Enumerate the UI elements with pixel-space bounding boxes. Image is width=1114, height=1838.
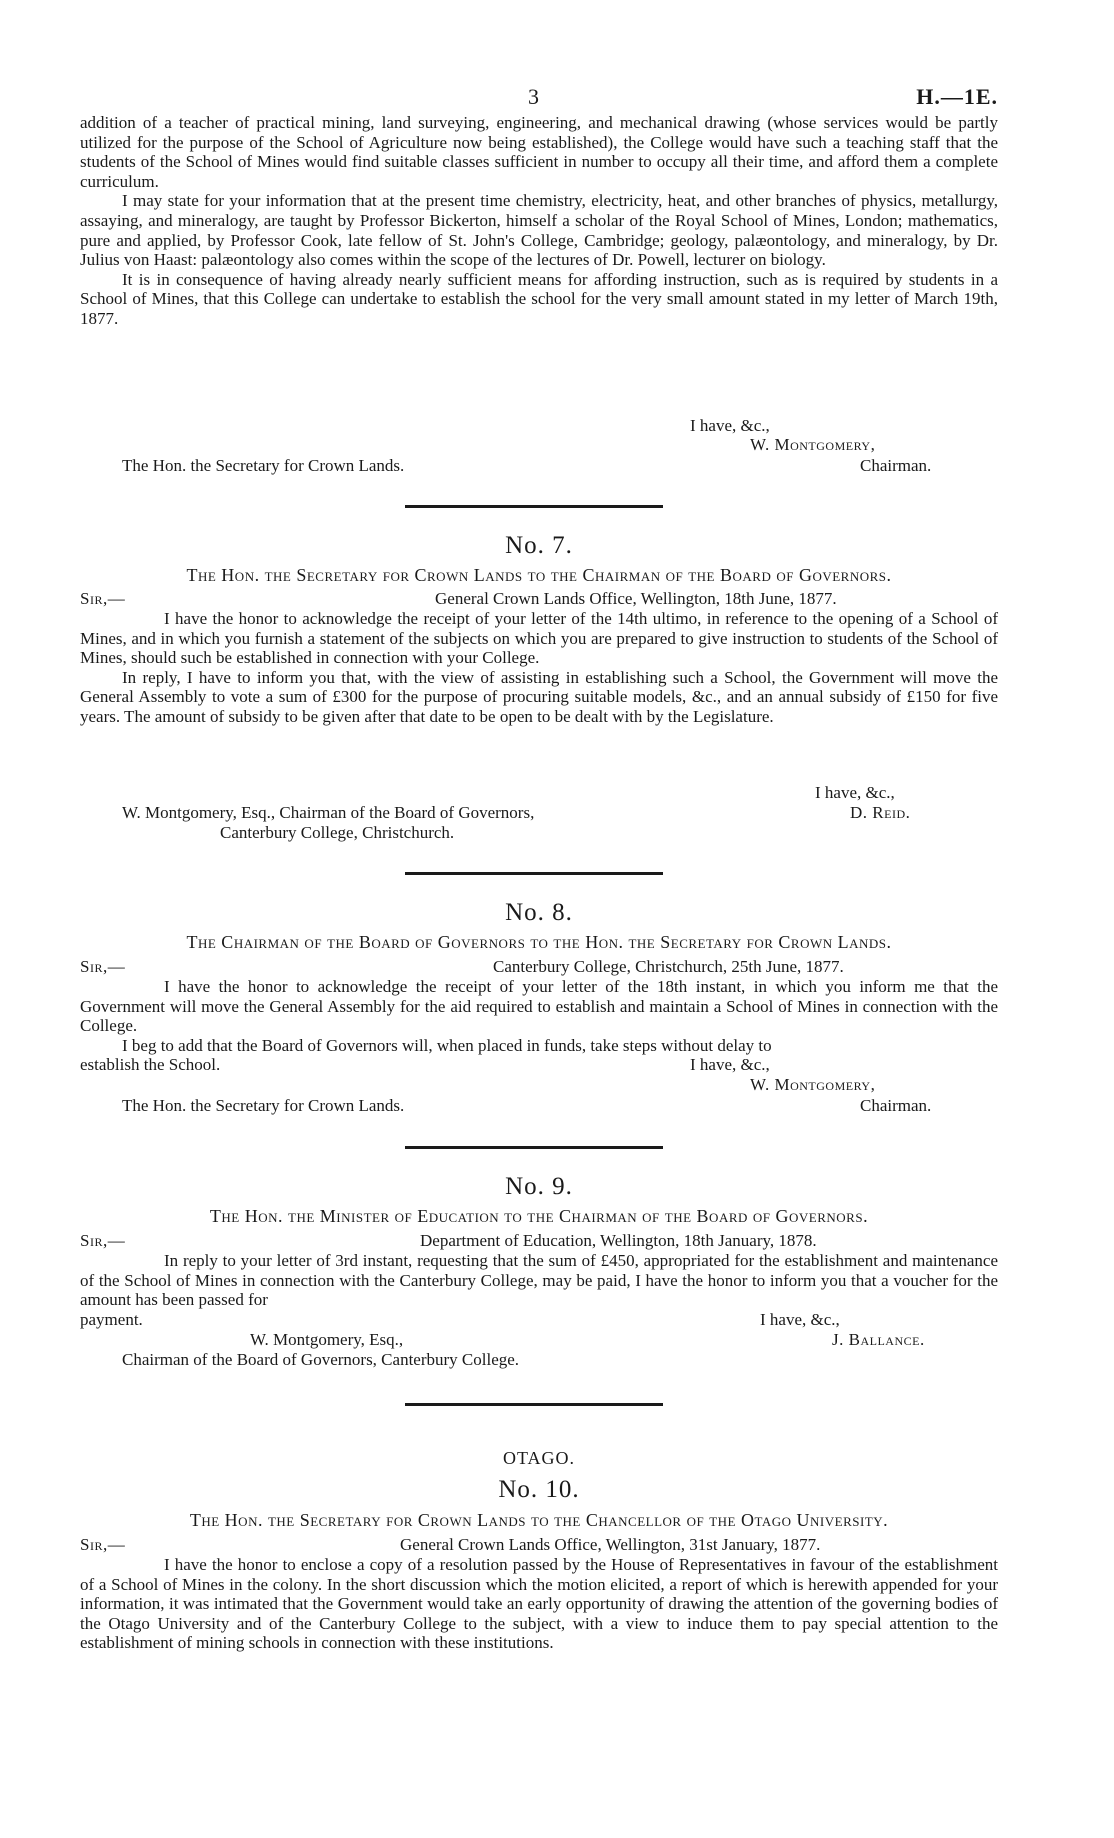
letter-signer: W. Montgomery,: [750, 1075, 876, 1094]
section-divider: [405, 505, 663, 508]
intro-signer: W. Montgomery,: [750, 435, 876, 454]
dateline: Canterbury College, Christchurch, 25th June, 1877.: [493, 957, 844, 976]
letter-addressee: The Hon. the Secretary for Crown Lands.: [122, 1096, 405, 1115]
salutation: Sir,—: [80, 957, 126, 976]
intro-addressee: The Hon. the Secretary for Crown Lands.: [122, 456, 405, 475]
section-divider: [405, 1146, 663, 1149]
intro-paragraph-3: It is in consequence of having already nearly sufficient means for affording instruction, such as is required by students in a School of Mines, that this College can undertake to establish the school for the very small amount stated in my letter of March 19th, 1877.: [80, 269, 998, 328]
page-number: 3: [528, 84, 539, 109]
body-paragraph: I have the honor to enclose a copy of a resolution passed by the House of Representatives in favour of the establishment of a School of Mines in the colony. In the short discussion which the motion elicited, a report of which is herewith appended for your information, it was intimated that the Government would take an early opportunity of drawing the attention of the governing bodies of the Otago University and of the Canterbury College to the subject, with a view to induce them to pay special attention to the establishment of mining schools in connection with these institutions.: [80, 1555, 998, 1653]
section-divider: [405, 872, 663, 875]
letter-heading: The Hon. the Minister of Education to the Chairman of the Board of Governors.: [209, 1206, 869, 1226]
letter-heading: The Hon. the Secretary for Crown Lands to the Chancellor of the Otago University.: [189, 1510, 889, 1530]
dateline: Department of Education, Wellington, 18th January, 1878.: [420, 1231, 817, 1250]
body-paragraph: In reply to your letter of 3rd instant, requesting that the sum of £450, appropriated for the establishment and maintenance of the School of Mines in connection with the Canterbury College, may be paid, I have the honor to inform you that a voucher for the amount has been passed for: [80, 1251, 998, 1310]
letter-number: No. 7.: [505, 532, 573, 559]
intro-signer-title: Chairman.: [860, 456, 932, 475]
letter-signer: J. Ballance.: [832, 1330, 925, 1349]
section-heading: OTAGO.: [502, 1448, 576, 1468]
body-paragraph: I beg to add that the Board of Governors will, when placed in funds, take steps without delay to: [122, 1035, 772, 1055]
letter-number: No. 8.: [505, 899, 573, 926]
body-paragraph: I have the honor to acknowledge the receipt of your letter of the 14th ultimo, in reference to the opening of a School of Mines, and in which you furnish a statement of the subjects on which you are prepared to give instruction to students of the School of Mines, should such be established in connection with your College.: [80, 609, 998, 668]
letter-body: [80, 1251, 998, 1310]
salutation: Sir,—: [80, 1535, 126, 1554]
letter-signer-title: Chairman.: [860, 1096, 932, 1115]
letter-closing: I have, &c.,: [690, 1055, 770, 1074]
salutation: Sir,—: [80, 589, 126, 608]
letter-heading: The Hon. the Secretary for Crown Lands to the Chairman of the Board of Governors.: [186, 565, 892, 585]
letter-heading: The Chairman of the Board of Governors to the Hon. the Secretary for Crown Lands.: [186, 932, 892, 952]
letter-addressee: W. Montgomery, Esq., Chairman of the Board of Governors,: [122, 803, 535, 822]
letter-body: [80, 1555, 998, 1653]
letter-addressee-line-2: Chairman of the Board of Governors, Canterbury College.: [122, 1350, 520, 1369]
letter-addressee-line-2: Canterbury College, Christchurch.: [220, 823, 455, 842]
letter-closing: I have, &c.,: [760, 1310, 840, 1329]
intro-paragraph-1: addition of a teacher of practical mining, land surveying, engineering, and mechanical drawing (whose services would be partly utilized for the purpose of the School of Agriculture now being established), the College would have such a teaching staff that the students of the School of Mines would find suitable classes sufficient in number to occupy all their time, and afford them a complete curriculum.: [80, 113, 998, 191]
letter-addressee: W. Montgomery, Esq.,: [250, 1330, 404, 1349]
body-paragraph: In reply, I have to inform you that, with the view of assisting in establishing such a School, the Government will move the General Assembly to vote a sum of £300 for the purpose of procuring suitable models, &c., and an annual subsidy of £150 for five years. The amount of subsidy to be given after that date to be open to be dealt with by the Legislature.: [80, 667, 998, 726]
intro-block: [80, 113, 998, 329]
letter-body: [80, 609, 998, 727]
section-divider: [405, 1403, 663, 1406]
letter-body: [80, 977, 998, 1055]
body-paragraph: I have the honor to acknowledge the receipt of your letter of the 18th instant, in which you inform me that the Government will move the General Assembly for the aid required to establish and maintain a School of Mines in connection with the College.: [80, 977, 998, 1036]
letter-signer: D. Reid.: [850, 803, 911, 822]
dateline: General Crown Lands Office, Wellington, 31st January, 1877.: [400, 1535, 821, 1554]
letter-number: No. 9.: [505, 1173, 573, 1200]
salutation: Sir,—: [80, 1231, 126, 1250]
intro-paragraph-2: I may state for your information that at the present time chemistry, electricity, heat, and other branches of physics, metallurgy, assaying, and mineralogy, are taught by Professor Bickerton, himself a scholar of the Royal School of Mines, London; mathematics, pure and applied, by Professor Cook, late fellow of St. John's College, Cambridge; geology, palæontology, and mineralogy, by Dr. Julius von Haast: palæontology also comes within the scope of the lectures of Dr. Powell, lecturer on biology.: [80, 191, 998, 270]
intro-closing: I have, &c.,: [690, 416, 770, 435]
document-page: [80, 0, 998, 1838]
page-reference: H.—1E.: [916, 84, 998, 109]
letter-closing: I have, &c.,: [815, 783, 895, 802]
dateline: General Crown Lands Office, Wellington, 18th June, 1877.: [435, 589, 837, 608]
body-last-line: payment.: [80, 1310, 143, 1329]
letter-number: No. 10.: [498, 1476, 580, 1503]
body-last-line: establish the School.: [80, 1055, 221, 1074]
